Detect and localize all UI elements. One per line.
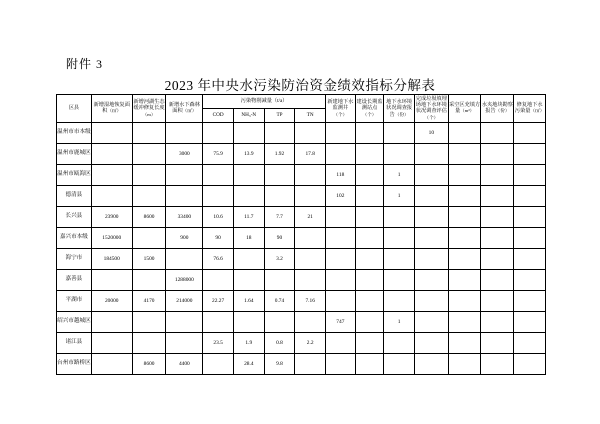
cell-landfill-assessment (415, 164, 449, 185)
cell-tn (295, 122, 326, 143)
cell-tp: 0.8 (264, 332, 295, 353)
col-header-region: 区县 (57, 95, 92, 123)
table-row (57, 269, 546, 290)
cell-goaf-filling (448, 227, 481, 248)
row-region: 平湖市 (57, 290, 92, 311)
row-region: 诸江县 (57, 332, 92, 353)
cell-cod: 10.6 (203, 206, 234, 227)
cell-wetland-area (91, 311, 132, 332)
row-region: 温州市市本级 (57, 122, 92, 143)
cell-monitoring-wells (326, 143, 356, 164)
cell-wetland-area: 1520000 (91, 227, 132, 248)
row-region: 长兴县 (57, 206, 92, 227)
cell-remediated-groundwater (514, 227, 546, 248)
cell-tp: 0.74 (264, 290, 295, 311)
cell-tp: 7.7 (264, 206, 295, 227)
cell-longterm-stations (355, 311, 384, 332)
row-region: 温州市鹿城区 (57, 143, 92, 164)
cell-site-report (481, 311, 514, 332)
cell-goaf-filling (448, 290, 481, 311)
cell-nh3n (233, 164, 264, 185)
cell-monitoring-wells (326, 227, 356, 248)
cell-buffer-length: 4170 (132, 290, 166, 311)
attachment-label: 附件 3 (66, 57, 104, 71)
cell-wetland-area (91, 269, 132, 290)
cell-buffer-length: 8600 (132, 206, 166, 227)
fund-table-container (56, 94, 546, 375)
cell-wetland-area: 23900 (91, 206, 132, 227)
col-header-wetland-area: 新增湿地恢复面积（㎡） (91, 95, 132, 123)
page-title: 2023 年中央水污染防治资金绩效指标分解表 (164, 78, 436, 93)
cell-longterm-stations (355, 290, 384, 311)
cell-longterm-stations (355, 269, 384, 290)
cell-cod: 22.27 (203, 290, 234, 311)
cell-remediated-groundwater (514, 332, 546, 353)
cell-nh3n (233, 122, 264, 143)
cell-site-report (481, 185, 514, 206)
cell-remediated-groundwater (514, 311, 546, 332)
cell-monitoring-wells: 747 (326, 311, 356, 332)
cell-buffer-length (132, 332, 166, 353)
cell-tp: 9.8 (264, 353, 295, 374)
cell-goaf-filling (448, 353, 481, 374)
cell-survey-report (384, 143, 415, 164)
cell-longterm-stations (355, 164, 384, 185)
cell-tp (264, 185, 295, 206)
cell-remediated-groundwater (514, 164, 546, 185)
col-header-tn: TN (295, 108, 326, 122)
row-region: 嘉兴市本级 (57, 227, 92, 248)
cell-tn (295, 353, 326, 374)
col-header-new-monitoring-wells: 新建地下水监测井（个） (326, 95, 356, 123)
table-row (57, 164, 546, 185)
cell-landfill-assessment: 10 (415, 122, 449, 143)
table-row (57, 332, 546, 353)
cell-longterm-stations (355, 122, 384, 143)
cell-monitoring-wells (326, 248, 356, 269)
cell-site-report (481, 122, 514, 143)
cell-site-report (481, 206, 514, 227)
cell-cod: 23.5 (203, 332, 234, 353)
cell-survey-report (384, 206, 415, 227)
cell-buffer-length (132, 269, 166, 290)
cell-survey-report (384, 353, 415, 374)
row-region: 德清县 (57, 185, 92, 206)
cell-goaf-filling (448, 332, 481, 353)
cell-tn (295, 269, 326, 290)
cell-wetland-area (91, 143, 132, 164)
cell-cod (203, 353, 234, 374)
cell-cod (203, 122, 234, 143)
cell-remediated-groundwater (514, 248, 546, 269)
cell-underwater-forest-area (166, 311, 203, 332)
cell-goaf-filling (448, 164, 481, 185)
cell-goaf-filling (448, 185, 481, 206)
cell-monitoring-wells (326, 332, 356, 353)
table-header (57, 95, 546, 123)
cell-goaf-filling (448, 122, 481, 143)
cell-underwater-forest-area: 33400 (166, 206, 203, 227)
cell-wetland-area (91, 332, 132, 353)
table-header-row-group (57, 95, 546, 109)
cell-landfill-assessment (415, 332, 449, 353)
col-header-tp: TP (264, 108, 295, 122)
cell-cod (203, 269, 234, 290)
table-row (57, 185, 546, 206)
cell-remediated-groundwater (514, 185, 546, 206)
cell-buffer-length (132, 227, 166, 248)
cell-nh3n: 11.7 (233, 206, 264, 227)
cell-monitoring-wells (326, 290, 356, 311)
cell-nh3n (233, 311, 264, 332)
cell-wetland-area (91, 164, 132, 185)
cell-remediated-groundwater (514, 206, 546, 227)
cell-nh3n: 28.4 (233, 353, 264, 374)
cell-underwater-forest-area (166, 332, 203, 353)
cell-tp (264, 164, 295, 185)
col-header-goaf-filling-volume: 采空区充填方量（m³） (448, 95, 481, 123)
cell-tn: 7.16 (295, 290, 326, 311)
cell-landfill-assessment (415, 311, 449, 332)
cell-nh3n (233, 269, 264, 290)
cell-longterm-stations (355, 185, 384, 206)
table-row (57, 122, 546, 143)
cell-tn (295, 164, 326, 185)
cell-tp (264, 311, 295, 332)
cell-wetland-area (91, 353, 132, 374)
cell-tp: 1.92 (264, 143, 295, 164)
cell-buffer-length (132, 164, 166, 185)
cell-longterm-stations (355, 332, 384, 353)
cell-buffer-length (132, 311, 166, 332)
cell-survey-report: 1 (384, 164, 415, 185)
cell-buffer-length (132, 185, 166, 206)
cell-buffer-length: 8600 (132, 353, 166, 374)
cell-underwater-forest-area: 214000 (166, 290, 203, 311)
row-region: 温州市瓯海区 (57, 164, 92, 185)
col-header-remediated-groundwater: 修复地下水污染量（㎡） (514, 95, 546, 123)
cell-survey-report (384, 122, 415, 143)
cell-survey-report: 1 (384, 311, 415, 332)
col-header-cod: COD (203, 108, 234, 122)
cell-monitoring-wells: 118 (326, 164, 356, 185)
col-header-underwater-forest-area: 新增水下森林面积（㎡） (166, 95, 203, 123)
cell-landfill-assessment (415, 290, 449, 311)
cell-landfill-assessment (415, 248, 449, 269)
cell-monitoring-wells (326, 122, 356, 143)
row-region: 海宁市 (57, 248, 92, 269)
cell-buffer-length: 1500 (132, 248, 166, 269)
cell-longterm-stations (355, 227, 384, 248)
cell-underwater-forest-area (166, 185, 203, 206)
cell-landfill-assessment (415, 353, 449, 374)
cell-monitoring-wells (326, 269, 356, 290)
cell-monitoring-wells (326, 206, 356, 227)
cell-tn: 21 (295, 206, 326, 227)
cell-underwater-forest-area: 900 (166, 227, 203, 248)
cell-longterm-stations (355, 353, 384, 374)
cell-goaf-filling (448, 206, 481, 227)
table-row (57, 143, 546, 164)
cell-landfill-assessment (415, 227, 449, 248)
cell-buffer-length (132, 122, 166, 143)
cell-survey-report (384, 227, 415, 248)
table-row (57, 206, 546, 227)
col-header-buffer-length: 新增河湖生态缓冲修复长度（m） (132, 95, 166, 123)
cell-nh3n: 18 (233, 227, 264, 248)
cell-landfill-assessment (415, 206, 449, 227)
cell-tn: 17.8 (295, 143, 326, 164)
cell-survey-report (384, 248, 415, 269)
col-header-site-investigation-report: 水夹地块勘察报告（份） (481, 95, 514, 123)
cell-nh3n: 1.64 (233, 290, 264, 311)
cell-tp (264, 269, 295, 290)
table-row (57, 248, 546, 269)
cell-underwater-forest-area (166, 122, 203, 143)
cell-survey-report: 1 (384, 185, 415, 206)
fund-allocation-table (56, 94, 546, 375)
cell-site-report (481, 248, 514, 269)
cell-survey-report (384, 290, 415, 311)
row-region: 绍兴市越城区 (57, 311, 92, 332)
row-region: 嘉善县 (57, 269, 92, 290)
cell-goaf-filling (448, 143, 481, 164)
cell-underwater-forest-area (166, 164, 203, 185)
cell-site-report (481, 332, 514, 353)
cell-longterm-stations (355, 143, 384, 164)
cell-tp (264, 122, 295, 143)
cell-tn (295, 227, 326, 248)
cell-goaf-filling (448, 311, 481, 332)
table-row (57, 227, 546, 248)
cell-cod: 76.6 (203, 248, 234, 269)
cell-cod: 90 (203, 227, 234, 248)
cell-monitoring-wells: 102 (326, 185, 356, 206)
cell-tp: 90 (264, 227, 295, 248)
cell-landfill-assessment (415, 143, 449, 164)
cell-cod: 75.9 (203, 143, 234, 164)
cell-tn (295, 311, 326, 332)
cell-site-report (481, 227, 514, 248)
cell-survey-report (384, 269, 415, 290)
col-header-nh3n: NH₃-N (233, 108, 264, 122)
cell-tn: 2.2 (295, 332, 326, 353)
cell-longterm-stations (355, 206, 384, 227)
cell-remediated-groundwater (514, 353, 546, 374)
cell-longterm-stations (355, 248, 384, 269)
cell-underwater-forest-area (166, 248, 203, 269)
table-row (57, 290, 546, 311)
cell-nh3n: 13.9 (233, 143, 264, 164)
cell-remediated-groundwater (514, 122, 546, 143)
cell-survey-report (384, 332, 415, 353)
cell-underwater-forest-area: 1288000 (166, 269, 203, 290)
cell-nh3n (233, 248, 264, 269)
cell-nh3n (233, 185, 264, 206)
cell-goaf-filling (448, 269, 481, 290)
cell-remediated-groundwater (514, 290, 546, 311)
col-header-groundwater-survey-report: 地下水环境状况调查报告（份） (384, 95, 415, 123)
cell-tn (295, 185, 326, 206)
cell-wetland-area: 184500 (91, 248, 132, 269)
cell-site-report (481, 290, 514, 311)
cell-cod (203, 311, 234, 332)
cell-underwater-forest-area: 4400 (166, 353, 203, 374)
cell-site-report (481, 143, 514, 164)
cell-wetland-area (91, 185, 132, 206)
cell-remediated-groundwater (514, 143, 546, 164)
cell-site-report (481, 353, 514, 374)
cell-site-report (481, 164, 514, 185)
cell-underwater-forest-area: 3000 (166, 143, 203, 164)
table-row (57, 311, 546, 332)
col-header-group-pollutant-reduction: 污染物削减量（t/a） (203, 95, 326, 109)
table-body (57, 122, 546, 374)
cell-site-report (481, 269, 514, 290)
cell-wetland-area: 20000 (91, 290, 132, 311)
cell-wetland-area (91, 122, 132, 143)
cell-tn (295, 248, 326, 269)
cell-monitoring-wells (326, 353, 356, 374)
cell-buffer-length (132, 143, 166, 164)
cell-remediated-groundwater (514, 269, 546, 290)
cell-landfill-assessment (415, 185, 449, 206)
cell-cod (203, 185, 234, 206)
col-header-longterm-stations: 建设长期监测站点（个） (355, 95, 384, 123)
cell-landfill-assessment (415, 269, 449, 290)
cell-cod (203, 164, 234, 185)
cell-nh3n: 1.9 (233, 332, 264, 353)
table-row (57, 353, 546, 374)
row-region: 台州市路桥区 (57, 353, 92, 374)
cell-tp: 3.2 (264, 248, 295, 269)
col-header-landfill-assessment: 完成垃圾填埋场地下水环境状况调查评估（个） (415, 95, 449, 123)
cell-goaf-filling (448, 248, 481, 269)
